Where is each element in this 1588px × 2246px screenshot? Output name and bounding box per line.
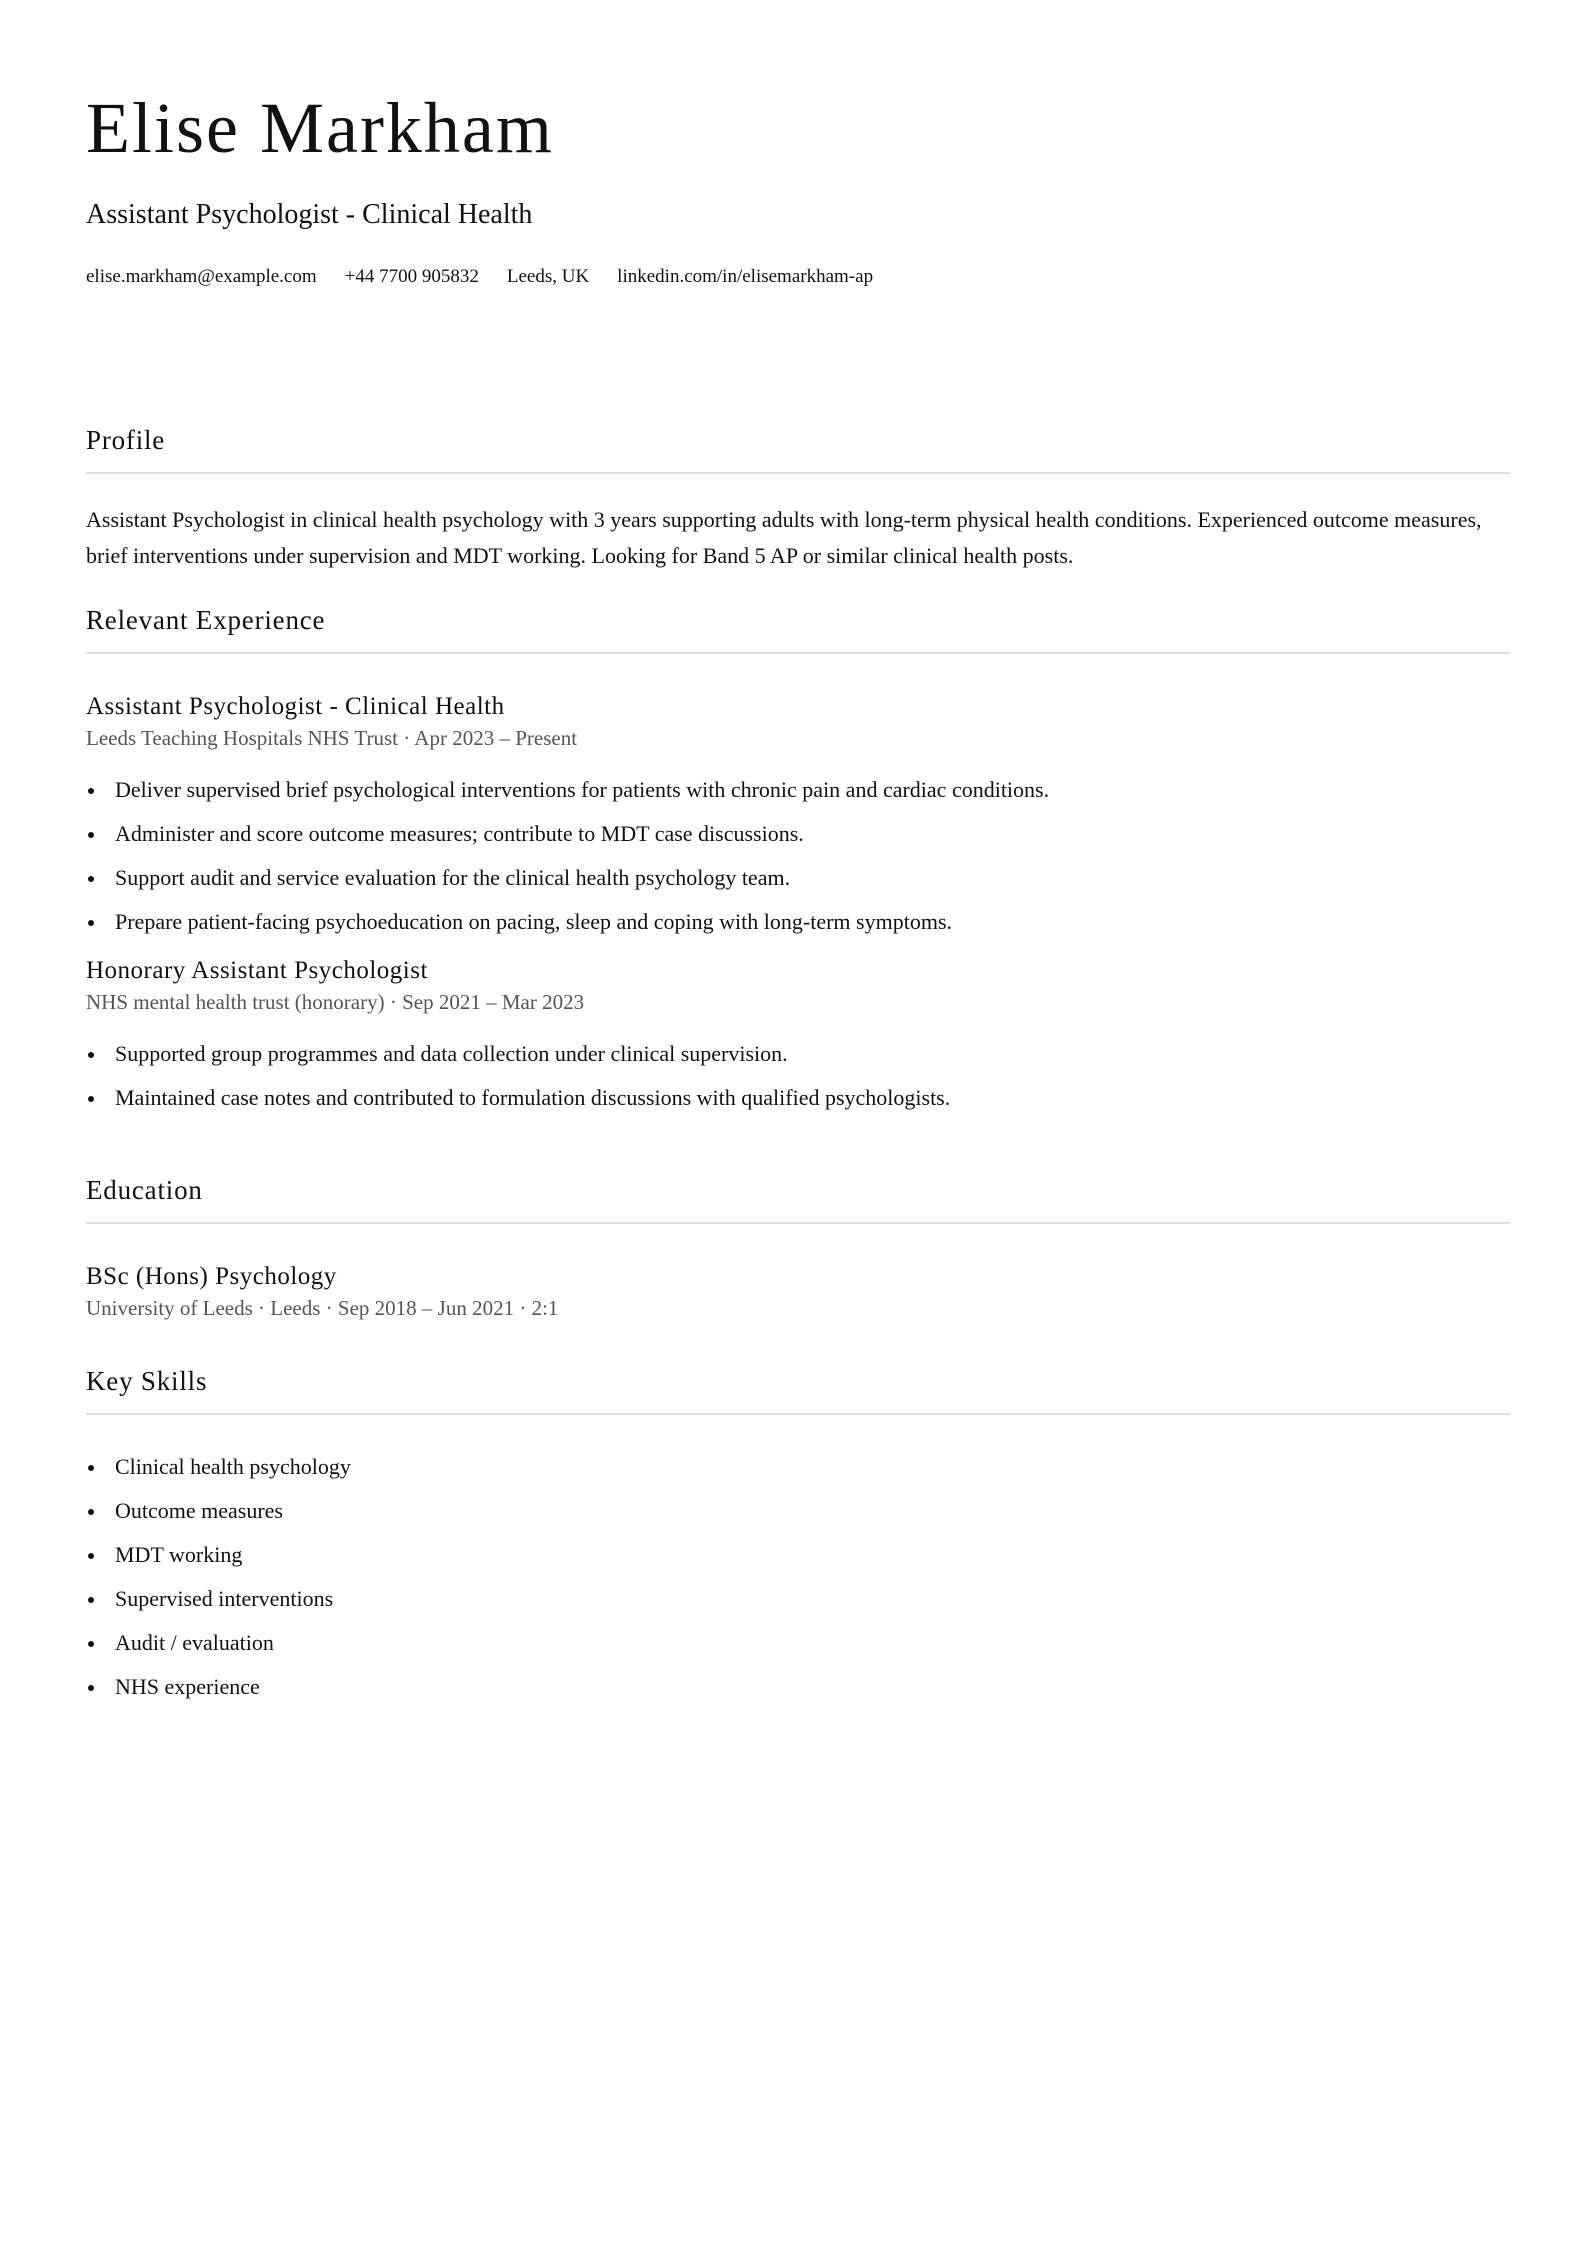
job-entry	[86, 955, 1510, 1120]
experience-section	[86, 604, 1510, 1120]
section-title-skills: Key Skills	[86, 1365, 1510, 1415]
job-meta: NHS mental health trust (honorary) · Sep 2021 – Mar 2023	[86, 990, 585, 1015]
job-bullet: Supported group programmes and data collection under clinical supervision.	[86, 1032, 1510, 1076]
education-entry	[86, 1261, 1510, 1323]
contact-location: Leeds, UK	[506, 266, 590, 287]
skill-item: Outcome measures	[86, 1489, 1510, 1533]
contact-line	[86, 266, 873, 289]
job-bullet: Administer and score outcome measures; contribute to MDT case discussions.	[86, 812, 1510, 856]
skill-item: Clinical health psychology	[86, 1445, 1510, 1489]
contact-phone: +44 7700 905832	[344, 266, 479, 287]
job-bullets	[86, 768, 1510, 944]
skill-item: NHS experience	[86, 1665, 1510, 1709]
education-meta: University of Leeds · Leeds · Sep 2018 – Jun 2021 · 2:1	[86, 1296, 559, 1321]
skills-list	[86, 1445, 1510, 1709]
job-bullets	[86, 1032, 1510, 1120]
section-title-profile: Profile	[86, 424, 1510, 474]
job-meta: Leeds Teaching Hospitals NHS Trust · Apr 2023 – Present	[86, 726, 578, 751]
profile-section	[86, 424, 1510, 574]
candidate-headline: Assistant Psychologist - Clinical Health	[86, 199, 533, 230]
job-entry	[86, 691, 1510, 944]
skill-item: Supervised interventions	[86, 1577, 1510, 1621]
profile-summary: Assistant Psychologist in clinical health psychology with 3 years supporting adults with long-term physical health conditions. Experienced outcome measures, brief interventions under supervision and MDT working. Looking for Band 5 AP or similar clinical health posts.	[86, 507, 1482, 569]
education-degree: BSc (Hons) Psychology	[86, 1263, 337, 1291]
job-bullet: Deliver supervised brief psychological interventions for patients with chronic pain and cardiac conditions.	[86, 768, 1510, 812]
skill-item: Audit / evaluation	[86, 1621, 1510, 1665]
contact-email: elise.markham@example.com	[86, 266, 317, 287]
section-title-experience: Relevant Experience	[86, 604, 1510, 654]
job-role: Honorary Assistant Psychologist	[86, 957, 428, 985]
contact-linkedin: linkedin.com/in/elisemarkham-ap	[617, 266, 874, 287]
skill-item: MDT working	[86, 1533, 1510, 1577]
section-title-education: Education	[86, 1174, 1510, 1224]
candidate-name: Elise Markham	[86, 88, 554, 168]
job-bullet: Prepare patient-facing psychoeducation on pacing, sleep and coping with long-term symptoms.	[86, 900, 1510, 944]
job-role: Assistant Psychologist - Clinical Health	[86, 693, 505, 721]
skills-section	[86, 1365, 1510, 1709]
job-bullet: Maintained case notes and contributed to formulation discussions with qualified psychologists.	[86, 1076, 1510, 1120]
job-bullet: Support audit and service evaluation for the clinical health psychology team.	[86, 856, 1510, 900]
education-section	[86, 1174, 1510, 1323]
